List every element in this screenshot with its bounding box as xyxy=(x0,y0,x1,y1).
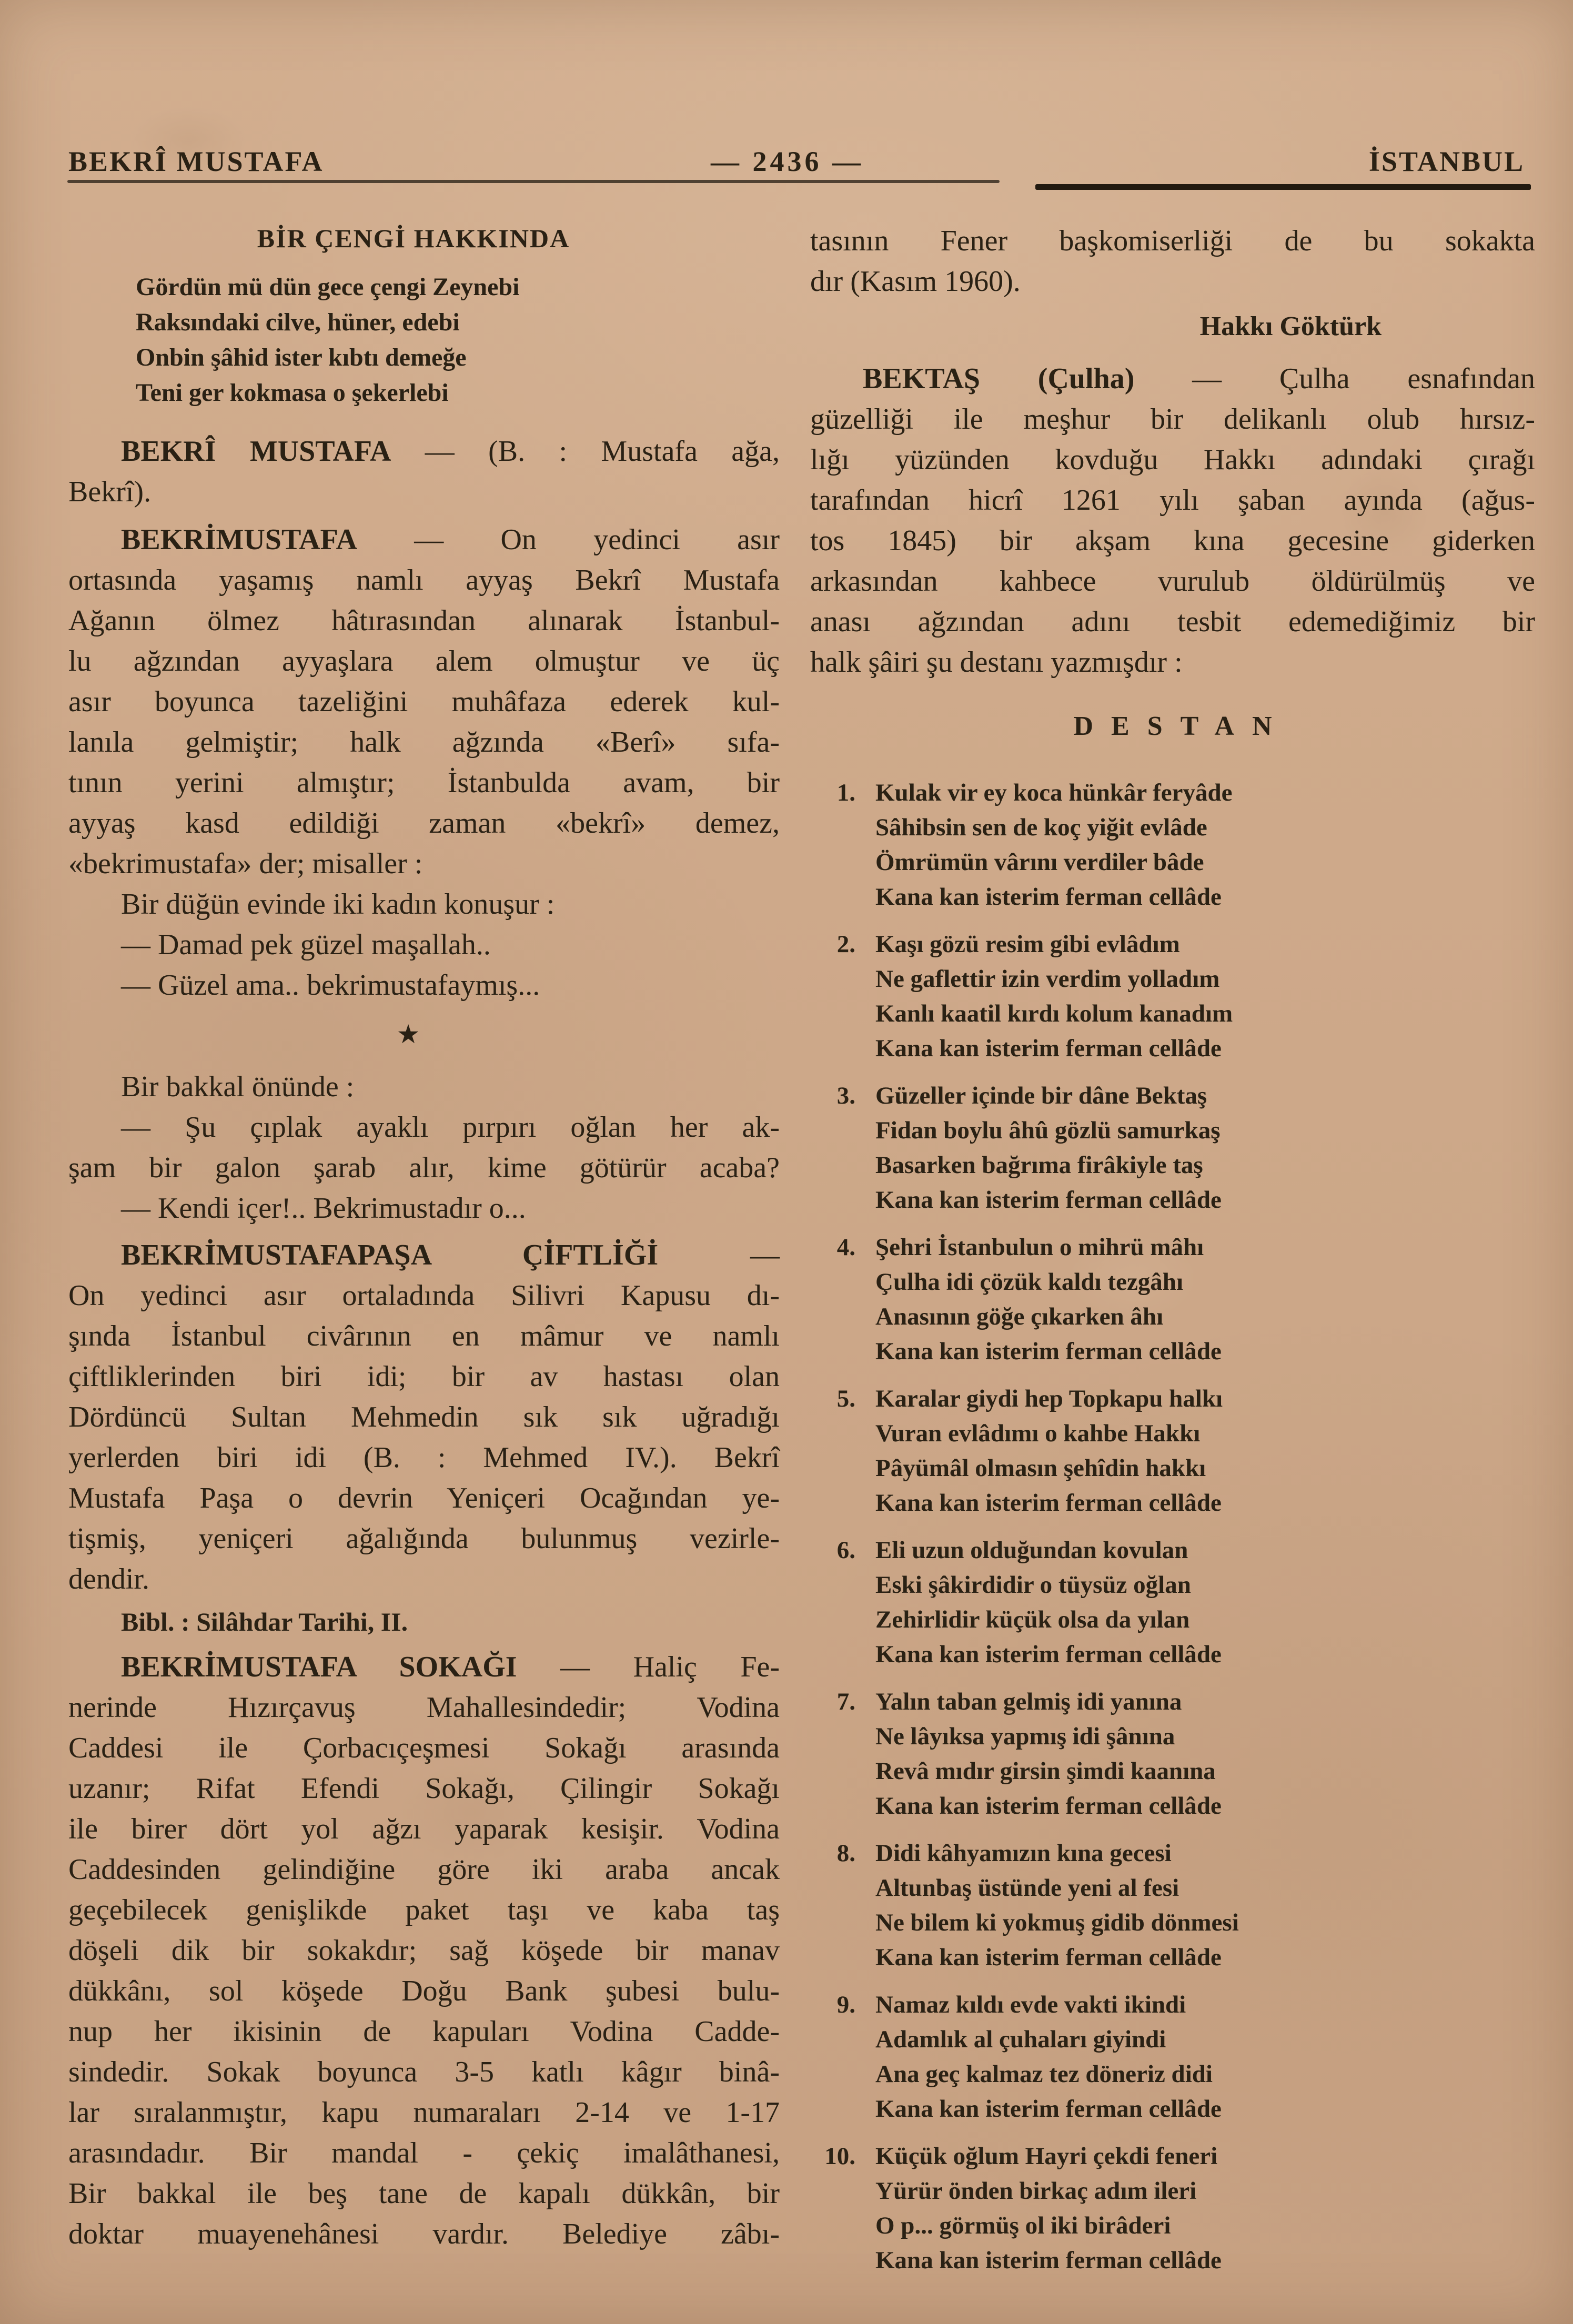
stanza-line: Ne bilem ki yokmuş gidib dönmesi xyxy=(875,1909,1239,1936)
entry-headword: BEKRİMUSTAFA xyxy=(121,523,358,556)
stanza xyxy=(810,1684,1535,1823)
stanza-line: Yürür önden birkaç adım ileri xyxy=(875,2177,1197,2205)
poem-line: Raksındaki cilve, hüner, edebi xyxy=(136,308,460,336)
header-entry-title: BEKRÎ MUSTAFA xyxy=(68,146,324,177)
stanza-line: Vuran evlâdımı o kahbe Hakkı xyxy=(875,1420,1201,1447)
anecdote-line: Bir düğün evinde iki kadın konuşur : xyxy=(121,888,555,921)
body-text-line: doktar muayenehânesi vardır. Belediye zâbı- xyxy=(68,2218,780,2250)
poem-line: Onbin şâhid ister kıbtı demeğe xyxy=(136,343,467,371)
header-rule-left xyxy=(67,180,1000,183)
stanza-line: Kana kan isterim ferman cellâde xyxy=(875,1489,1222,1517)
stanza-lines xyxy=(875,1684,1535,1823)
left-column xyxy=(68,220,780,2255)
stanza-lines xyxy=(875,927,1535,1066)
stanza-line: Kana kan isterim ferman cellâde xyxy=(875,883,1222,911)
body-text-line: güzelliği ile meşhur bir delikanlı olub hırsız- xyxy=(810,403,1535,436)
body-text-line: dükkânı, sol köşede Doğu Bank şubesi bulu- xyxy=(68,1975,780,2007)
body-text-line: çiftliklerinden biri idi; bir av hastası olan xyxy=(68,1360,780,1393)
poem-line: Gördün mü dün gece çengi Zeynebi xyxy=(136,273,520,301)
stanza-line: Küçük oğlum Hayri çekdi feneri xyxy=(875,2143,1218,2170)
body-text-line: Caddesinden gelindiğine göre iki araba ancak xyxy=(68,1853,780,1886)
body-text-line: lanıla gelmiştir; halk ağzında «Berî» sıfa- xyxy=(68,726,780,759)
poem-heading: BİR ÇENGİ HAKKINDA xyxy=(257,224,570,253)
stanza-line: Kanlı kaatil kırdı kolum kanadım xyxy=(875,1000,1233,1027)
stanza-line: Kana kan isterim ferman cellâde xyxy=(875,1186,1222,1214)
stanza-line: Kana kan isterim ferman cellâde xyxy=(875,1944,1222,1971)
stanza-line: Zehirlidir küçük olsa da yılan xyxy=(875,1606,1190,1633)
body-text-line: nup her ikisinin de kapuları Vodina Cadde- xyxy=(68,2015,780,2048)
stanza xyxy=(810,1230,1535,1369)
stanza-line: O p... görmüş ol iki birâderi xyxy=(875,2212,1171,2239)
stanza-line: Fidan boylu âhû gözlü samurkaş xyxy=(875,1117,1221,1144)
anecdote-line: — Damad pek güzel maşallah.. xyxy=(121,928,491,961)
stanza-lines xyxy=(875,1987,1535,2126)
anecdote-line: — Güzel ama.. bekrimustafaymış... xyxy=(121,969,540,1002)
stanza-number: 1. xyxy=(836,779,855,806)
stanza xyxy=(810,1836,1535,1975)
body-text-line: anası ağzından adını tesbit edemediğimiz bir xyxy=(810,605,1535,638)
entry-first-line-rest: — On yedinci asır xyxy=(357,523,780,556)
body-text-line: dendir. xyxy=(68,1563,149,1595)
stanza-line: Namaz kıldı evde vakti ikindi xyxy=(875,1991,1186,2018)
anecdote-line: — Şu çıplak ayaklı pırpırı oğlan her ak- xyxy=(121,1111,780,1144)
page-header xyxy=(68,145,1525,182)
stanza-lines xyxy=(875,1533,1535,1672)
body-text-line: Dördüncü Sultan Mehmedin sık sık uğradığı xyxy=(68,1401,780,1433)
anecdote-grocer xyxy=(68,1067,780,1229)
entry-bektas-lines xyxy=(810,399,1535,683)
stanza-line: Ana geç kalmaz tez döneriz didi xyxy=(875,2060,1213,2088)
stanza xyxy=(810,927,1535,1066)
anecdote-wedding xyxy=(68,884,780,1006)
bibliography-note: Bibl. : Silâhdar Tarihi, II. xyxy=(121,1607,408,1636)
stanza-lines xyxy=(875,1230,1535,1369)
header-rule-right xyxy=(1035,184,1531,190)
entry-bektas-culha xyxy=(810,359,1535,683)
entry-sokagi-first-line xyxy=(68,1647,780,1688)
body-text-line: tasının Fener başkomiserliği de bu sokakta xyxy=(810,225,1535,257)
stanza-line: Şehri İstanbulun o mihrü mâhı xyxy=(875,1234,1204,1261)
entry-ciftligi-first-line xyxy=(68,1235,780,1276)
body-text-line: geçebilecek genişlikde paket taşı ve kaba taş xyxy=(68,1894,780,1926)
stanza-line: Kana kan isterim ferman cellâde xyxy=(875,1792,1222,1820)
entry-ciftligi-lines xyxy=(68,1276,780,1600)
stanza-line: Didi kâhyamızın kına gecesi xyxy=(875,1840,1172,1867)
body-text-line: lar sıralanmıştır, kapu numaraları 2-14 ve 1-17 xyxy=(68,2096,780,2129)
body-text-line: tişmiş, yeniçeri ağalığında bulunmuş vezirle- xyxy=(68,1522,780,1555)
star-separator-icon: ★ xyxy=(396,1019,420,1049)
stanza-line: Karalar giydi hep Topkapu halkı xyxy=(875,1385,1223,1412)
entry-headword: BEKRİMUSTAFAPAŞA ÇİFTLİĞİ xyxy=(121,1239,659,1271)
body-text-line: arkasından kahbece vurulub öldürülmüş ve xyxy=(810,565,1535,598)
stanza xyxy=(810,1381,1535,1520)
stanza-line: Kulak vir ey koca hünkâr feryâde xyxy=(875,779,1233,806)
body-text-line: sindedir. Sokak boyunca 3-5 katlı kâgır binâ- xyxy=(68,2056,780,2088)
stanza-line: Basarken bağrıma firâkiyle taş xyxy=(875,1151,1203,1179)
body-text-line: ortasında yaşamış namlı ayyaş Bekrî Mustafa xyxy=(68,564,780,597)
entry-bekri-mustafa-line2: Bekrî). xyxy=(68,476,152,508)
body-text-line: şında İstanbul civârının en mâmur ve namlı xyxy=(68,1320,780,1352)
stanza-number: 2. xyxy=(836,931,855,958)
stanza-number: 10. xyxy=(824,2143,855,2170)
destan-stanzas xyxy=(810,775,1535,2278)
stanza-number: 7. xyxy=(836,1688,855,1715)
stanza xyxy=(810,2139,1535,2278)
entry-first-line-rest: — Haliç Fe- xyxy=(517,1651,780,1683)
stanza-line: Kana kan isterim ferman cellâde xyxy=(875,2247,1222,2274)
stanza-line: Güzeller içinde bir dâne Bektaş xyxy=(875,1082,1207,1109)
body-text-line: Bir bakkal ile beş tane de kapalı dükkân, bir xyxy=(68,2177,780,2210)
body-text-line: tos 1845) bir akşam kına gecesine giderken xyxy=(810,524,1535,557)
entry-first-line-rest: — (B. : Mustafa ağa, xyxy=(391,435,780,468)
entry-headword: BEKTAŞ (Çulha) xyxy=(863,362,1135,395)
stanza-line: Sâhibsin sen de koç yiğit evlâde xyxy=(875,814,1207,841)
header-page-number: — 2436 — xyxy=(711,146,864,177)
stanza-line: Ne lâyıksa yapmış idi şânına xyxy=(875,1723,1175,1750)
stanza-line: Revâ mıdır girsin şimdi kaanına xyxy=(875,1757,1216,1785)
body-text-line: «bekrimustafa» der; misaller : xyxy=(68,847,423,880)
stanza xyxy=(810,1987,1535,2126)
anecdote-line: Bir bakkal önünde : xyxy=(121,1070,355,1103)
entry-headword: BEKRİMUSTAFA SOKAĞI xyxy=(121,1651,517,1683)
body-text-line: ile birer dört yol ağzı yaparak kesişir. Vodina xyxy=(68,1813,780,1845)
stanza-number: 5. xyxy=(836,1385,855,1412)
body-text-line: halk şâiri şu destanı yazmışdır : xyxy=(810,646,1183,679)
anecdote-line: şam bir galon şarab alır, kime götürür acaba? xyxy=(68,1151,780,1184)
stanza-line: Kana kan isterim ferman cellâde xyxy=(875,1641,1222,1668)
stanza-lines xyxy=(875,1381,1535,1520)
entry-headword: BEKRÎ MUSTAFA xyxy=(121,435,391,468)
stanza-line: Pâyümâl olmasın şehîdin hakkı xyxy=(875,1454,1206,1482)
stanza xyxy=(810,775,1535,914)
body-text-line: ayyaş kasd edildiği zaman «bekrî» demez, xyxy=(68,807,780,840)
entry-bekrimustafa xyxy=(68,520,780,884)
stanza-line: Çulha idi çözük kaldı tezgâhı xyxy=(875,1268,1183,1296)
body-text-line: döşeli dik bir sokakdır; sağ köşede bir manav xyxy=(68,1934,780,1967)
body-text-line: On yedinci asır ortaladında Silivri Kapusu dı- xyxy=(68,1279,780,1312)
entry-bekrimustafapasa-ciftligi xyxy=(68,1235,780,1600)
anecdote-line: — Kendi içer!.. Bekrimustadır o... xyxy=(121,1192,526,1225)
author-signature: Hakkı Göktürk xyxy=(1199,311,1382,341)
body-text-line: nerinde Hızırçavuş Mahallesindedir; Vodina xyxy=(68,1691,780,1724)
stanza-line: Yalın taban gelmiş idi yanına xyxy=(875,1688,1182,1715)
stanza-line: Eli uzun olduğundan kovulan xyxy=(875,1537,1188,1564)
stanza-line: Altunbaş üstünde yeni al fesi xyxy=(875,1874,1179,1902)
stanza-lines xyxy=(875,1078,1535,1217)
body-text-line: arasındadır. Bir mandal - çekiç imalâthanesi, xyxy=(68,2137,780,2169)
entry-bekrimustafa-lines xyxy=(68,560,780,884)
stanza-number: 9. xyxy=(836,1991,855,2018)
stanza-line: Ne gaflettir izin verdim yolladım xyxy=(875,965,1220,993)
stanza-lines xyxy=(875,775,1535,914)
entry-bekri-mustafa-first-line xyxy=(68,431,780,472)
stanza-number: 3. xyxy=(836,1082,855,1109)
stanza-line: Kana kan isterim ferman cellâde xyxy=(875,1338,1222,1365)
body-text-line: yerlerden biri idi (B. : Mehmed IV.). Bekrî xyxy=(68,1441,780,1474)
body-text-line: lu ağzından ayyaşlara alem olmuştur ve üç xyxy=(68,645,780,678)
stanza-line: Eski şâkirdidir o tüysüz oğlan xyxy=(875,1571,1191,1599)
stanza-number: 8. xyxy=(836,1840,855,1867)
body-text-line: lığı yüzünden kovduğu Hakkı adındaki çırağı xyxy=(810,443,1535,476)
poem-line: Teni ger kokmasa o şekerlebi xyxy=(136,379,449,407)
stanza-number: 6. xyxy=(836,1537,855,1564)
entry-bekrimustafa-first-line xyxy=(68,520,780,560)
entry-bekrimustafa-sokagi xyxy=(68,1647,780,2255)
body-text-line: tarafından hicrî 1261 yılı şaban ayında (ağus- xyxy=(810,484,1535,517)
stanza-line: Kana kan isterim ferman cellâde xyxy=(875,1035,1222,1062)
epigram-poem xyxy=(136,269,780,410)
destan-heading: DESTAN xyxy=(1073,711,1290,741)
stanza-lines xyxy=(875,2139,1535,2278)
entry-sokagi-lines xyxy=(68,1688,780,2255)
body-text-line: dır (Kasım 1960). xyxy=(810,265,1021,298)
column-continuation xyxy=(810,221,1535,302)
body-text-line: Ağanın ölmez hâtırasından alınarak İstanbul- xyxy=(68,604,780,637)
header-book-title: İSTANBUL xyxy=(1368,146,1525,177)
stanza-line: Kaşı gözü resim gibi evlâdım xyxy=(875,931,1180,958)
body-text-line: asır boyunca tazeliğini muhâfaza ederek kul- xyxy=(68,685,780,718)
right-column xyxy=(810,221,1535,2290)
stanza-line: Anasının göğe çıkarken âhı xyxy=(875,1303,1164,1330)
stanza-lines xyxy=(875,1836,1535,1975)
body-text-line: tının yerini almıştır; İstanbulda avam, bir xyxy=(68,766,780,799)
stanza xyxy=(810,1533,1535,1672)
stanza xyxy=(810,1078,1535,1217)
stanza-line: Adamlık al çuhaları giyindi xyxy=(875,2026,1166,2053)
stanza-line: Ömrümün vârını verdiler bâde xyxy=(875,848,1204,876)
body-text-line: Mustafa Paşa o devrin Yeniçeri Ocağından ye- xyxy=(68,1482,780,1514)
stanza-line: Kana kan isterim ferman cellâde xyxy=(875,2095,1222,2123)
stanza-number: 4. xyxy=(836,1234,855,1261)
body-text-line: Caddesi ile Çorbacıçeşmesi Sokağı arasında xyxy=(68,1732,780,1764)
entry-first-line-rest: — Çulha esnafından xyxy=(1134,362,1535,395)
entry-bektas-first-line xyxy=(810,359,1535,399)
body-text-line: uzanır; Rifat Efendi Sokağı, Çilingir Sokağı xyxy=(68,1772,780,1805)
entry-first-line-rest: — xyxy=(658,1239,780,1271)
